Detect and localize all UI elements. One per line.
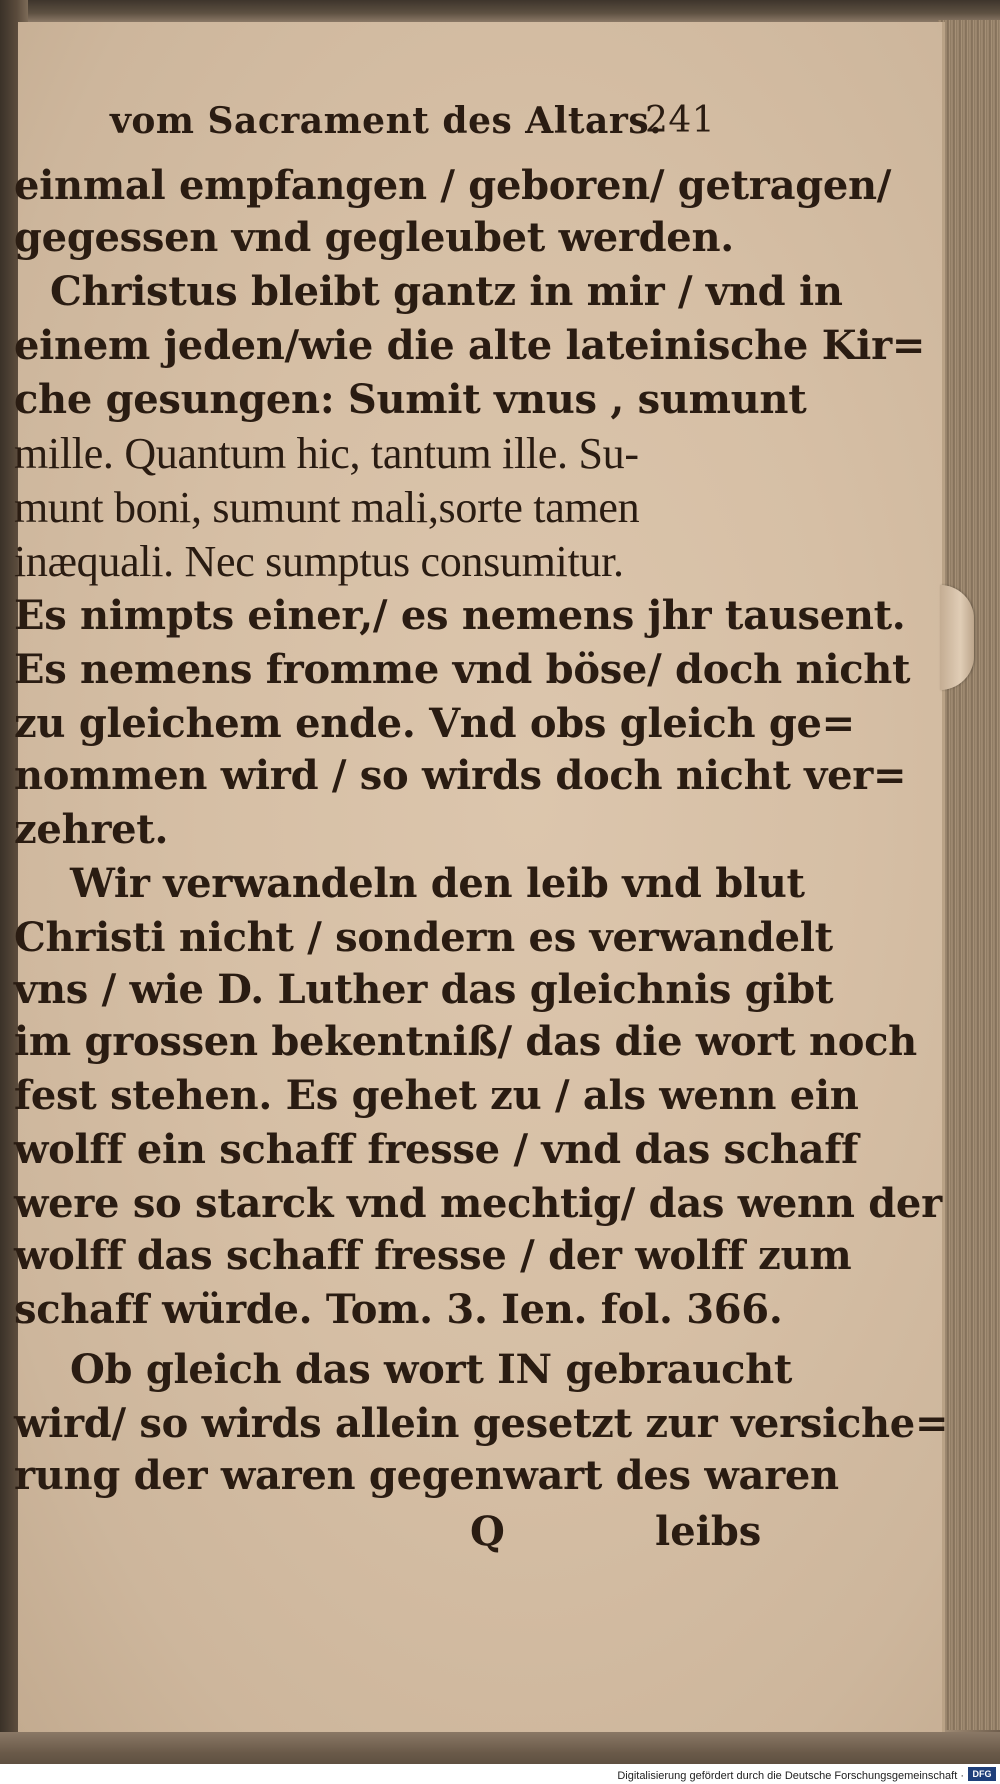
text-line: wolff das schaff fresse / der wolff zum [14,1232,852,1279]
text-line: Ob gleich das wort IN gebraucht [70,1346,793,1393]
text-line: Christus bleibt gantz in mir / vnd in [50,268,843,315]
catchword: leibs [655,1508,762,1555]
text-line: mille. Quantum hic, tantum ille. Su- [14,429,639,478]
text-line: che gesungen: Sumit vnus , sumunt [14,376,807,423]
text-line: im grossen bekentniß/ das die wort noch [14,1018,917,1065]
running-title: vom Sacrament des Altars. [110,100,663,142]
text-line: were so starck vnd mechtig/ das wenn der [14,1180,942,1227]
text-line: Christi nicht / sondern es verwandelt [14,914,833,961]
text-line: schaff würde. Tom. 3. Ien. fol. 366. [14,1286,783,1333]
text-line: wird/ so wirds allein gesetzt zur versiche= [14,1400,949,1447]
text-line: nommen wird / so wirds doch nicht ver= [14,752,907,799]
text-line: inæquali. Nec sumptus consumitur. [14,537,624,586]
text-line: munt boni, sumunt mali,sorte tamen [14,483,640,532]
text-line: wolff ein schaff fresse / vnd das schaff [14,1126,859,1173]
text-line: fest stehen. Es gehet zu / als wenn ein [14,1072,859,1119]
page-number: 241 [645,100,716,141]
text-line: Es nemens fromme vnd böse/ doch nicht [14,646,911,693]
text-line: Wir verwandeln den leib vnd blut [70,860,805,907]
footer-bar [0,1764,1000,1784]
text-line: einem jeden/wie die alte lateinische Kir= [14,322,926,369]
text-line: vns / wie D. Luther das gleichnis gibt [14,966,834,1013]
signature-mark: Q [470,1508,505,1555]
text-line: einmal empfangen / geboren/ getragen/ [14,162,892,209]
text-line: zu gleichem ende. Vnd obs gleich ge= [14,700,855,747]
text-line: zehret. [14,806,169,853]
text-line: Es nimpts einer,/ es nemens jhr tausent. [14,592,906,639]
dfg-logo: DFG [968,1767,996,1781]
text-line: rung der waren gegenwart des waren [14,1452,839,1499]
text-line: gegessen vnd gegleubet werden. [14,214,734,261]
digitization-credit: Digitalisierung gefördert durch die Deutsche Forschungsgemeinschaft · [617,1770,964,1782]
